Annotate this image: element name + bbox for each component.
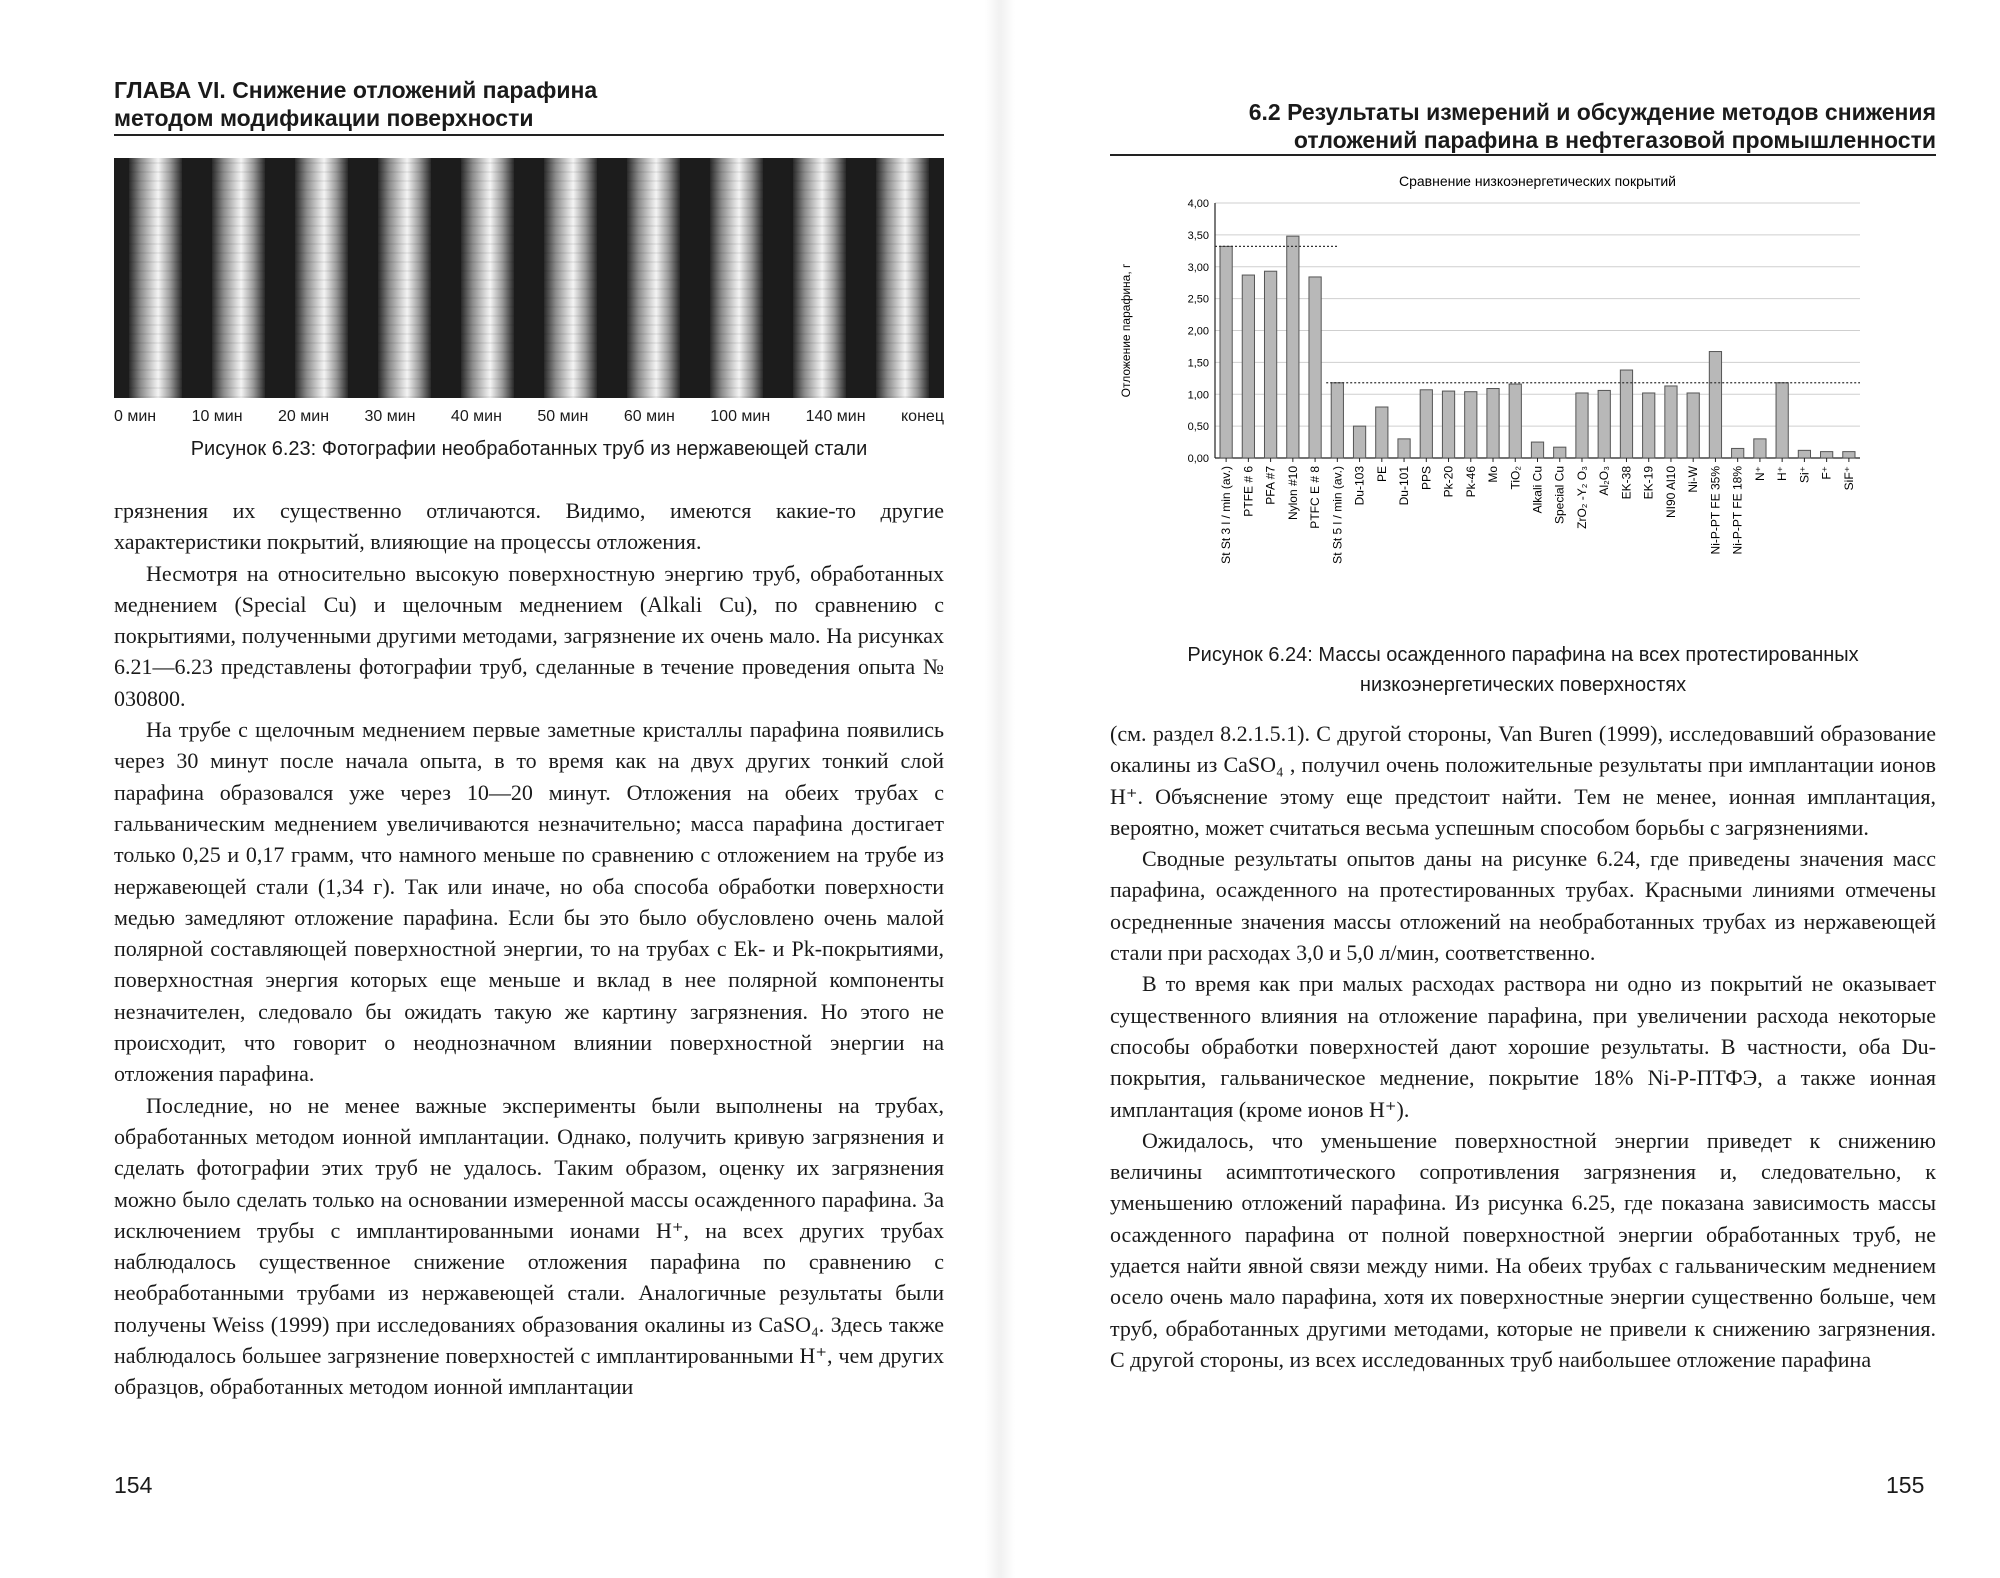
category-label: PPS — [1419, 466, 1434, 491]
category-label: PTFC E # 8 — [1308, 466, 1323, 529]
header-rule — [114, 134, 944, 136]
bar — [1665, 386, 1677, 458]
figure-caption-line2: низкоэнергетических поверхностях — [1359, 674, 1687, 696]
tube-photo-2 — [280, 158, 363, 398]
y-tick-label: 3,50 — [1187, 229, 1209, 242]
tube-photo-7 — [695, 158, 778, 398]
tube-photo-8 — [778, 158, 861, 398]
photo-label: 60 мин — [623, 408, 675, 425]
category-label: TiO₂ — [1508, 466, 1523, 490]
figure-caption — [1110, 640, 1936, 700]
bar — [1576, 393, 1588, 458]
section-header — [1110, 98, 1936, 154]
photo-label: 10 мин — [191, 408, 243, 425]
bar — [1331, 383, 1343, 458]
bar — [1709, 352, 1721, 458]
y-tick-label: 2,00 — [1187, 325, 1209, 338]
right-body-text — [1110, 718, 1936, 1375]
category-label: Pk-46 — [1463, 466, 1478, 498]
bar — [1487, 389, 1499, 458]
chapter-header — [114, 76, 944, 132]
bar — [1754, 439, 1766, 458]
category-label: Mo — [1486, 466, 1501, 483]
bar — [1732, 448, 1744, 458]
category-label: N⁺ — [1752, 466, 1767, 481]
y-tick-label: 4,00 — [1187, 198, 1209, 210]
photo-label: 140 мин — [805, 408, 866, 425]
category-label: H⁺ — [1775, 466, 1790, 481]
paragraph: На трубе с щелочным меднением первые заметные кристаллы парафина появились через 30 минут после начала опыта, в то время как на двух других тонкий слой парафина образовался уже через 10—20 минут. Отложения на обеих трубах с гальваническим меднением увеличиваются незначительно; масса парафина достигает только 0,25 и 0,17 грамм, что намного меньше по сравнению с отложением на трубе из нержавеющей стали (1,34 г). Так или иначе, но оба способа обработки поверхности медью замедляют отложение парафина. Если бы это было обусловлено очень малой полярной составляющей поверхностной энергии, то на трубах с Ek- и Pk-покрытиями, поверхностная энергия которых еще меньше и вклад в нее полярной компоненты незначителен, следовало бы ожидать такую же картину загрязнения. Но этого не происходит, что говорит о неоднозначном влиянии поверхностной энергии на отложения парафина. — [114, 717, 944, 1087]
page-number: 155 — [1886, 1472, 1925, 1498]
bar — [1776, 383, 1788, 458]
bar — [1687, 393, 1699, 458]
y-tick-label: 2,50 — [1187, 293, 1209, 306]
category-label: ZrO₂ -Y₂ O₃ — [1574, 466, 1589, 529]
page-number: 154 — [114, 1472, 153, 1498]
bar — [1643, 393, 1655, 458]
tube-photo-9 — [861, 158, 944, 398]
bar — [1598, 390, 1610, 458]
bar — [1509, 384, 1521, 458]
category-label: Pk-20 — [1441, 466, 1456, 498]
category-label: Ni-P-PT FE 35% — [1708, 466, 1723, 555]
paragraph: Несмотря на относительно высокую поверхностную энергию труб, обработанных меднением (Special Cu) и щелочным меднением (Alkali Cu), по сравнению с покрытиями, полученными другими методами, загрязнение их очень мало. На рисунках 6.21—6.23 представлены фотографии труб, сделанные в течение проведения опыта № 030800. — [114, 560, 944, 711]
category-label: NI90 Al10 — [1663, 466, 1678, 519]
category-label: Du-101 — [1397, 466, 1412, 506]
category-label: Al₂O₃ — [1597, 466, 1612, 496]
chapter-header-line2: методом модификации поверхности — [114, 105, 534, 131]
paragraph: (см. раздел 8.2.1.5.1). С другой стороны, Van Buren (1999), исследовавший образование окалины из CaSO₄ , получил очень положительные результаты при имплантации ионов H⁺. Объяснение этому еще предстоит найти. Тем не менее, ионная имплантация, вероятно, может считаться весьма успешным способом борьбы с загрязнениями. — [1110, 721, 1936, 840]
bar — [1843, 452, 1855, 458]
y-tick-label: 3,00 — [1187, 261, 1209, 274]
bar — [1353, 426, 1365, 458]
bar — [1287, 236, 1299, 458]
paragraph: грязнения их существенно отличаются. Видимо, имеются какие-то другие характеристики покрытий, влияющие на процессы отложения. — [114, 498, 944, 555]
category-label: EK-19 — [1641, 466, 1656, 500]
figure-caption-line1: Рисунок 6.24: Массы осажденного парафина на всех протестированных — [1187, 644, 1859, 666]
photo-label: конец — [901, 408, 944, 425]
photo-label: 30 мин — [364, 408, 416, 425]
y-tick-label: 0,50 — [1187, 421, 1209, 434]
figure-caption: Рисунок 6.23: Фотографии необработанных труб из нержавеющей стали — [190, 438, 868, 460]
paragraph: Последние, но не менее важные эксперименты были выполнены на трубах, обработанных методом ионной имплантации. Однако, получить кривую загрязнения и сделать фотографии этих труб не удалось. Таким образом, оценку их загрязнения можно было сделать только на основании измеренной массы осажденного парафина. За исключением трубы с имплантированными ионами H⁺, на всех других трубах наблюдалось существенное снижение отложения парафина по сравнению с необработанными трубами из нержавеющей стали. Аналогичные результаты были получены Weiss (1999) при исследованиях образования окалины из CaSO₄. Здесь также наблюдалось большее загрязнение поверхностей с имплантированными H⁺, чем других образцов, обработанных методом ионной имплантации — [114, 1092, 944, 1400]
left-body-text — [114, 495, 944, 1403]
bar — [1220, 246, 1232, 458]
section-header-line1: 6.2 Результаты измерений и обсуждение методов снижения — [1248, 99, 1936, 125]
tube-photo-5 — [529, 158, 612, 398]
y-tick-label: 1,00 — [1187, 389, 1209, 402]
right-page — [1000, 0, 2000, 1578]
y-tick-label: 1,50 — [1187, 357, 1209, 370]
bar — [1798, 450, 1810, 458]
bar — [1242, 275, 1254, 458]
category-label: Alkali Cu — [1530, 466, 1545, 514]
category-label: Special Cu — [1552, 466, 1567, 525]
category-label: Ni-P-PT FE 18% — [1730, 466, 1745, 555]
tube-photo-3 — [363, 158, 446, 398]
category-label: Si⁺ — [1797, 466, 1812, 484]
bar — [1442, 391, 1454, 458]
category-label: PFA #7 — [1263, 466, 1278, 505]
bar — [1309, 277, 1321, 458]
bar — [1821, 452, 1833, 458]
photo-label: 20 мин — [278, 408, 330, 425]
photo-label: 50 мин — [537, 408, 589, 425]
category-label: Du-103 — [1352, 466, 1367, 506]
paragraph: В то время как при малых расходах раствора ни одно из покрытий не оказывает существенного влияния на отложение парафина, при увеличении расхода некоторые способы обработки поверхностей дают хорошие результаты. В частности, оба Du-покрытия, гальваническое меднение, покрытие 18% Ni-P-ПТФЭ, а также ионная имплантация (кроме ионов H⁺). — [1110, 971, 1936, 1122]
deposit-bar-chart — [1100, 168, 1950, 638]
bar — [1554, 447, 1566, 458]
bar — [1264, 271, 1276, 458]
category-label: St St 5 l / min (av.) — [1330, 466, 1345, 564]
photo-time-labels — [114, 408, 944, 426]
tube-photo-6 — [612, 158, 695, 398]
category-label: Ni-W — [1686, 466, 1701, 493]
category-label: Nylon #10 — [1285, 466, 1300, 521]
paragraph: Ожидалось, что уменьшение поверхностной энергии приведет к снижению величины асимптотического сопротивления загрязнения и, следовательно, к уменьшению отложений парафина. Из рисунка 6.25, где показана зависимость массы осажденного парафина от полной поверхностной энергии обработанных труб, не удается найти явной связи между ними. На обеих трубах с гальваническим меднением осело очень мало парафина, хотя их поверхностные энергии существенно больше, чем труб, обработанных другими методами, которые не привели к снижению загрязнения. С другой стороны, из всех исследованных труб наибольшее отложение парафина — [1110, 1127, 1936, 1372]
category-label: PTFE # 6 — [1241, 466, 1256, 517]
y-axis-label: Отложение парафина, г — [1119, 263, 1133, 398]
chapter-header-line1: ГЛАВА VI. Снижение отложений парафина — [114, 77, 598, 103]
header-rule — [1110, 154, 1936, 156]
category-label: SiF⁺ — [1841, 466, 1856, 491]
photo-label: 40 мин — [450, 408, 502, 425]
bar — [1531, 442, 1543, 458]
bar — [1376, 407, 1388, 458]
tube-photo-4 — [446, 158, 529, 398]
photo-label: 0 мин — [114, 408, 157, 425]
category-label: PE — [1374, 466, 1389, 483]
photo-label: 100 мин — [710, 408, 771, 425]
bar — [1398, 439, 1410, 458]
paragraph: Сводные результаты опытов даны на рисунке 6.24, где приведены значения масс парафина, осажденного на протестированных трубах. Красными линиями отмечены осредненные значения массы отложений на необработанных трубах из нержавеющей стали при расходах 3,0 и 5,0 л/мин, соответственно. — [1110, 846, 1936, 966]
section-header-line2: отложений парафина в нефтегазовой промышленности — [1293, 127, 1936, 153]
category-label: EK-38 — [1619, 466, 1634, 500]
tubes-photo — [114, 158, 944, 398]
chart-title: Сравнение низкоэнергетических покрытий — [1398, 173, 1677, 189]
bar — [1420, 390, 1432, 458]
tube-photo-0 — [114, 158, 197, 398]
category-label: St St 3 l / min (av.) — [1219, 466, 1234, 564]
bar — [1465, 392, 1477, 458]
y-tick-label: 0,00 — [1187, 453, 1209, 465]
category-label: F⁺ — [1819, 466, 1834, 480]
tube-photo-1 — [197, 158, 280, 398]
